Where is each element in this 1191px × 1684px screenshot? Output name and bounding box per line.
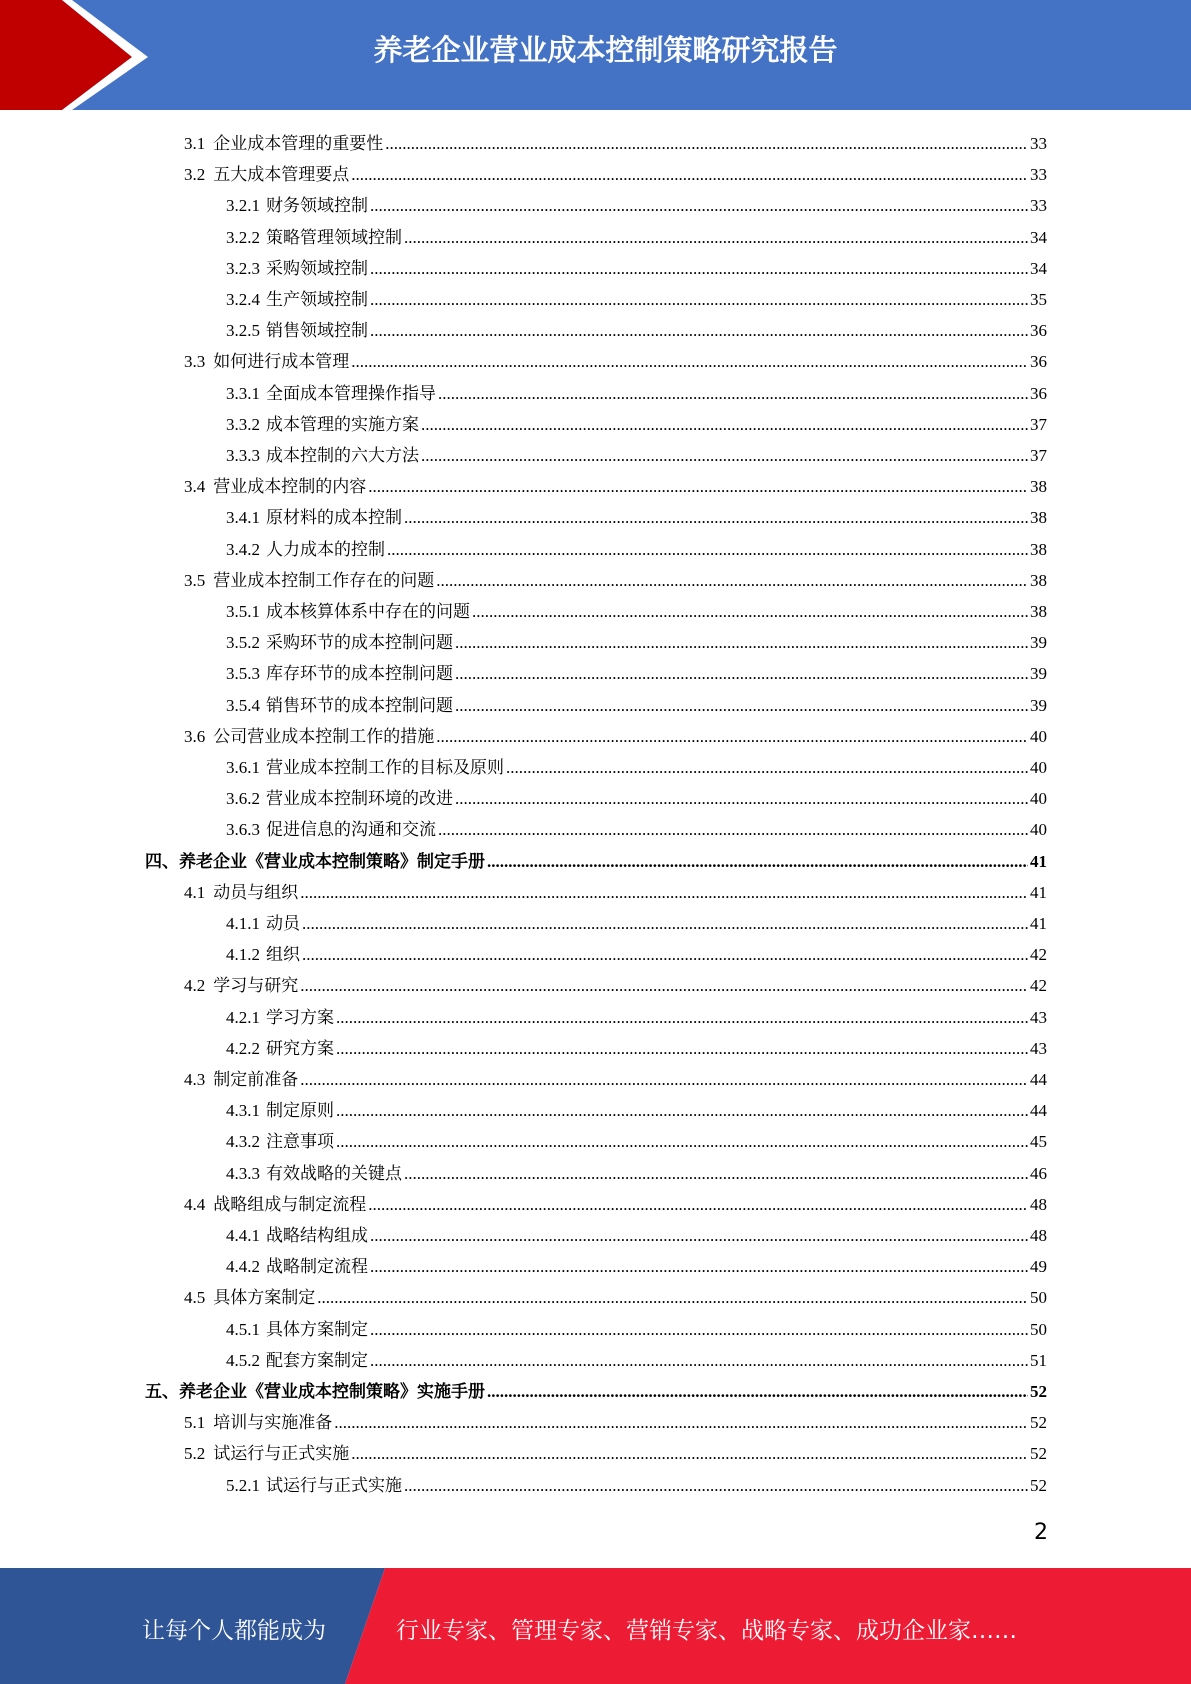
- toc-entry-page: 36: [1030, 383, 1047, 403]
- toc-dot-leader: [351, 159, 1028, 190]
- toc-entry-page: 48: [1030, 1194, 1047, 1214]
- toc-entry-title: 配套方案制定: [266, 1350, 368, 1370]
- toc-entry-number: 3.3: [184, 352, 206, 372]
- toc-dot-leader: [404, 222, 1028, 253]
- toc-entry[interactable]: [184, 128, 1047, 159]
- toc-dot-leader: [404, 502, 1028, 533]
- toc-entry[interactable]: [226, 1345, 1047, 1376]
- toc-dot-leader: [370, 190, 1028, 221]
- toc-dot-leader: [370, 315, 1028, 346]
- toc-dot-leader: [336, 1033, 1028, 1064]
- toc-entry-page: 39: [1030, 664, 1047, 684]
- toc-entry-title: 财务领域控制: [266, 196, 368, 216]
- toc-entry-page: 44: [1030, 1101, 1047, 1121]
- toc-entry-page: 34: [1030, 227, 1047, 247]
- toc-entry[interactable]: [226, 690, 1047, 721]
- toc-entry-page: 48: [1030, 1226, 1047, 1245]
- toc-dot-leader: [487, 1376, 1028, 1407]
- toc-entry[interactable]: [226, 1033, 1047, 1064]
- toc-entry[interactable]: [226, 627, 1047, 658]
- toc-entry[interactable]: [226, 752, 1047, 783]
- toc-entry-page: 49: [1030, 1257, 1047, 1277]
- toc-dot-leader: [385, 128, 1028, 159]
- toc-dot-leader: [351, 346, 1028, 377]
- toc-entry-title: 成本管理的实施方案: [266, 414, 419, 434]
- toc-entry-number: 4.5: [184, 1288, 206, 1308]
- toc-dot-leader: [387, 534, 1028, 565]
- toc-entry-title: 如何进行成本管理: [213, 352, 350, 372]
- toc-dot-leader: [472, 596, 1028, 627]
- toc-entry-title: 生产领域控制: [266, 290, 368, 309]
- toc-entry-title: 具体方案制定: [213, 1288, 316, 1308]
- toc-entry[interactable]: [145, 846, 1047, 877]
- toc-entry-number: 3.5: [184, 570, 206, 590]
- toc-dot-leader: [300, 877, 1028, 908]
- toc-entry-title: 五大成本管理要点: [213, 165, 350, 185]
- toc-entry-page: 45: [1030, 1132, 1047, 1152]
- toc-entry-page: 42: [1030, 976, 1047, 996]
- toc-entry[interactable]: [184, 1407, 1047, 1438]
- page-header: [0, 0, 1191, 110]
- toc-entry-title: 人力成本的控制: [266, 539, 385, 559]
- toc-entry-title: 制定原则: [266, 1101, 334, 1121]
- toc-entry[interactable]: [184, 471, 1047, 502]
- toc-dot-leader: [370, 1314, 1028, 1345]
- toc-dot-leader: [438, 814, 1028, 845]
- toc-dot-leader: [455, 627, 1028, 658]
- toc-entry-title: 采购领域控制: [266, 258, 368, 278]
- toc-entry-page: 40: [1030, 758, 1047, 777]
- toc-entry-number: 4.2.2: [226, 1038, 260, 1058]
- toc-entry-page: 42: [1030, 945, 1047, 965]
- toc-entry[interactable]: [226, 378, 1047, 409]
- toc-entry[interactable]: [226, 1095, 1047, 1126]
- toc-entry[interactable]: [226, 284, 1047, 315]
- toc-entry-title: 学习方案: [266, 1007, 334, 1027]
- toc-entry-page: 34: [1030, 258, 1047, 278]
- toc-entry-number: 4.5.1: [226, 1319, 260, 1339]
- toc-dot-leader: [368, 471, 1028, 502]
- toc-entry-title: 有效战略的关键点: [266, 1163, 402, 1183]
- toc-dot-leader: [370, 1345, 1028, 1376]
- toc-entry-page: 46: [1030, 1163, 1047, 1183]
- toc-dot-leader: [317, 1282, 1028, 1313]
- toc-entry[interactable]: [226, 315, 1047, 346]
- toc-entry-title: 营业成本控制环境的改进: [266, 789, 453, 809]
- toc-entry-title: 成本核算体系中存在的问题: [266, 602, 470, 621]
- toc-entry-number: 5.2: [184, 1444, 206, 1464]
- toc-entry-title: 战略组成与制定流程: [213, 1194, 367, 1214]
- toc-entry[interactable]: [184, 346, 1047, 377]
- toc-dot-leader: [336, 1002, 1028, 1033]
- toc-dot-leader: [370, 253, 1028, 284]
- toc-entry-number: 四、: [145, 851, 179, 871]
- toc-entry[interactable]: [226, 253, 1047, 284]
- toc-entry[interactable]: [184, 565, 1047, 596]
- toc-entry-number: 3.3.2: [226, 414, 260, 434]
- toc-entry[interactable]: [145, 1376, 1047, 1407]
- toc-entry-title: 促进信息的沟通和交流: [266, 820, 436, 840]
- document-title: 养老企业营业成本控制策略研究报告: [373, 33, 838, 67]
- toc-entry-title: 策略管理领域控制: [266, 227, 402, 247]
- page-footer: [0, 1568, 1191, 1684]
- toc-entry-number: 3.2.3: [226, 258, 260, 278]
- toc-entry-number: 3.6: [184, 726, 206, 746]
- toc-entry-number: 五、: [145, 1382, 179, 1401]
- toc-entry[interactable]: [226, 596, 1047, 627]
- toc-entry-page: 38: [1030, 570, 1047, 590]
- toc-entry[interactable]: [226, 1220, 1047, 1251]
- toc-entry-title: 战略结构组成: [266, 1226, 368, 1245]
- toc-entry-page: 33: [1030, 196, 1047, 216]
- toc-entry-number: 4.3.1: [226, 1101, 260, 1121]
- toc-entry-number: 4.4.2: [226, 1257, 260, 1277]
- toc-dot-leader: [421, 409, 1028, 440]
- toc-entry-title: 库存环节的成本控制问题: [266, 664, 453, 684]
- toc-entry[interactable]: [226, 440, 1047, 471]
- toc-entry-number: 5.1: [184, 1413, 206, 1433]
- toc-entry[interactable]: [184, 721, 1047, 752]
- toc-dot-leader: [336, 1095, 1028, 1126]
- toc-entry-title: 试运行与正式实施: [213, 1444, 350, 1464]
- toc-entry-number: 4.4.1: [226, 1226, 260, 1245]
- toc-dot-leader: [300, 1064, 1028, 1095]
- toc-entry-title: 学习与研究: [213, 976, 299, 996]
- toc-entry-page: 38: [1030, 602, 1047, 621]
- toc-entry-title: 公司营业成本控制工作的措施: [213, 726, 435, 746]
- toc-entry-number: 3.5.3: [226, 664, 260, 684]
- toc-entry-title: 营业成本控制工作的目标及原则: [266, 758, 504, 777]
- toc-entry-number: 3.5.1: [226, 602, 260, 621]
- toc-entry-page: 35: [1030, 290, 1047, 309]
- toc-entry-page: 36: [1030, 321, 1047, 341]
- toc-entry-page: 40: [1030, 820, 1047, 840]
- toc-entry[interactable]: [226, 1158, 1047, 1189]
- toc-entry[interactable]: [184, 1438, 1047, 1469]
- toc-entry-title: 试运行与正式实施: [266, 1475, 402, 1495]
- footer-slogan-left: 让每个人都能成为: [142, 1618, 326, 1644]
- toc-entry-title: 组织: [266, 945, 300, 965]
- toc-entry-page: 52: [1030, 1444, 1047, 1464]
- toc-dot-leader: [438, 378, 1028, 409]
- toc-dot-leader: [455, 783, 1028, 814]
- toc-dot-leader: [302, 908, 1028, 939]
- toc-dot-leader: [455, 658, 1028, 689]
- toc-entry-title: 培训与实施准备: [213, 1413, 333, 1433]
- toc-entry-number: 3.3.3: [226, 446, 260, 465]
- toc-entry[interactable]: [184, 1282, 1047, 1313]
- toc-entry-number: 4.1.1: [226, 914, 260, 933]
- toc-entry-page: 37: [1030, 414, 1047, 434]
- toc-dot-leader: [370, 1220, 1028, 1251]
- toc-dot-leader: [436, 721, 1028, 752]
- toc-entry-title: 战略制定流程: [266, 1257, 368, 1277]
- toc-entry[interactable]: [226, 190, 1047, 221]
- toc-entry-number: 4.1.2: [226, 945, 260, 965]
- toc-entry[interactable]: [226, 1126, 1047, 1157]
- toc-entry-number: 3.4.2: [226, 539, 260, 559]
- toc-entry-title: 注意事项: [266, 1132, 334, 1152]
- toc-entry[interactable]: [184, 877, 1047, 908]
- toc-entry[interactable]: [184, 1064, 1047, 1095]
- toc-entry-number: 3.6.2: [226, 789, 260, 809]
- toc-entry-title: 制定前准备: [213, 1070, 299, 1089]
- toc-dot-leader: [404, 1470, 1028, 1501]
- toc-dot-leader: [487, 846, 1028, 877]
- toc-entry-title: 营业成本控制的内容: [213, 477, 367, 497]
- toc-entry[interactable]: [184, 159, 1047, 190]
- toc-entry-number: 3.2.5: [226, 321, 260, 341]
- toc-entry-number: 4.1: [184, 882, 206, 902]
- toc-entry-title: 企业成本管理的重要性: [213, 134, 384, 153]
- toc-entry-page: 41: [1030, 882, 1047, 902]
- toc-entry-number: 4.2: [184, 976, 206, 996]
- toc-entry-title: 原材料的成本控制: [266, 508, 402, 528]
- toc-entry[interactable]: [226, 1002, 1047, 1033]
- toc-entry-title: 动员与组织: [213, 882, 299, 902]
- toc-entry-page: 33: [1030, 165, 1047, 185]
- toc-entry[interactable]: [226, 502, 1047, 533]
- toc-dot-leader: [351, 1438, 1028, 1469]
- toc-entry-page: 39: [1030, 695, 1047, 715]
- toc-entry-number: 4.5.2: [226, 1350, 260, 1370]
- toc-entry[interactable]: [226, 783, 1047, 814]
- toc-entry-page: 50: [1030, 1288, 1047, 1308]
- toc-entry-title: 研究方案: [266, 1038, 334, 1058]
- toc-entry-number: 4.3.3: [226, 1163, 260, 1183]
- toc-entry-number: 3.2: [184, 165, 206, 185]
- toc-entry[interactable]: [226, 939, 1047, 970]
- toc-entry-page: 44: [1030, 1070, 1047, 1089]
- toc-entry-title: 具体方案制定: [266, 1319, 368, 1339]
- toc-entry-number: 3.4.1: [226, 508, 260, 528]
- toc-entry[interactable]: [226, 658, 1047, 689]
- toc-dot-leader: [334, 1407, 1028, 1438]
- toc-entry-title: 动员: [266, 914, 300, 933]
- toc-entry-page: 38: [1030, 477, 1047, 497]
- toc-dot-leader: [300, 970, 1028, 1001]
- toc-entry-number: 3.2.4: [226, 290, 260, 309]
- toc-entry[interactable]: [226, 1251, 1047, 1282]
- toc-entry-number: 4.3: [184, 1070, 206, 1089]
- toc-dot-leader: [455, 690, 1028, 721]
- toc-dot-leader: [336, 1126, 1028, 1157]
- toc-entry-page: 33: [1030, 134, 1047, 153]
- toc-entry-title: 全面成本管理操作指导: [266, 383, 436, 403]
- toc-entry-page: 52: [1030, 1382, 1047, 1401]
- toc-entry-page: 51: [1030, 1350, 1047, 1370]
- toc-entry-title: 成本控制的六大方法: [266, 446, 419, 465]
- toc-entry-page: 50: [1030, 1319, 1047, 1339]
- toc-dot-leader: [370, 284, 1028, 315]
- toc-entry-number: 3.2.1: [226, 196, 260, 216]
- toc-entry-page: 52: [1030, 1413, 1047, 1433]
- toc-entry-number: 5.2.1: [226, 1475, 260, 1495]
- toc-entry-number: 4.4: [184, 1194, 206, 1214]
- toc-dot-leader: [370, 1251, 1028, 1282]
- toc-entry[interactable]: [226, 534, 1047, 565]
- toc-entry-page: 38: [1030, 539, 1047, 559]
- toc-entry-page: 40: [1030, 726, 1047, 746]
- toc-entry-page: 52: [1030, 1475, 1047, 1495]
- toc-entry-page: 41: [1030, 851, 1047, 871]
- toc-entry-title: 养老企业《营业成本控制策略》制定手册: [179, 851, 485, 871]
- toc-entry[interactable]: [226, 1314, 1047, 1345]
- toc-entry-number: 4.2.1: [226, 1007, 260, 1027]
- toc-entry-page: 36: [1030, 352, 1047, 372]
- toc-entry[interactable]: [184, 970, 1047, 1001]
- page-number: 2: [1034, 1520, 1048, 1545]
- toc-entry-number: 3.1: [184, 134, 206, 153]
- toc-entry-title: 销售领域控制: [266, 321, 368, 341]
- toc-entry-title: 采购环节的成本控制问题: [266, 633, 453, 653]
- toc-dot-leader: [506, 752, 1028, 783]
- toc-entry-number: 3.5.4: [226, 695, 260, 715]
- toc-entry-number: 3.5.2: [226, 633, 260, 653]
- toc-entry-title: 销售环节的成本控制问题: [266, 695, 453, 715]
- toc-entry[interactable]: [226, 814, 1047, 845]
- toc-entry-page: 43: [1030, 1038, 1047, 1058]
- footer-slogan-right: 行业专家、管理专家、营销专家、战略专家、成功企业家……: [396, 1618, 1017, 1644]
- toc-dot-leader: [302, 939, 1028, 970]
- toc-entry-number: 3.6.1: [226, 758, 260, 777]
- toc-entry-page: 37: [1030, 446, 1047, 465]
- toc-entry-page: 41: [1030, 914, 1047, 933]
- toc-entry-number: 3.3.1: [226, 383, 260, 403]
- toc-entry-title: 营业成本控制工作存在的问题: [213, 570, 435, 590]
- toc-entry-number: 4.3.2: [226, 1132, 260, 1152]
- toc-entry-title: 养老企业《营业成本控制策略》实施手册: [179, 1382, 485, 1401]
- toc-entry-number: 3.4: [184, 477, 206, 497]
- toc-entry[interactable]: [184, 1189, 1047, 1220]
- toc-entry-page: 39: [1030, 633, 1047, 653]
- toc-dot-leader: [421, 440, 1028, 471]
- toc-entry-number: 3.2.2: [226, 227, 260, 247]
- toc-entry-page: 43: [1030, 1007, 1047, 1027]
- toc-entry[interactable]: [226, 409, 1047, 440]
- toc-dot-leader: [436, 565, 1028, 596]
- toc-entry-page: 38: [1030, 508, 1047, 528]
- toc-dot-leader: [404, 1158, 1028, 1189]
- toc-entry[interactable]: [226, 222, 1047, 253]
- toc-dot-leader: [368, 1189, 1028, 1220]
- toc-entry-page: 40: [1030, 789, 1047, 809]
- toc-entry-number: 3.6.3: [226, 820, 260, 840]
- toc-entry[interactable]: [226, 1470, 1047, 1501]
- toc-entry[interactable]: [226, 908, 1047, 939]
